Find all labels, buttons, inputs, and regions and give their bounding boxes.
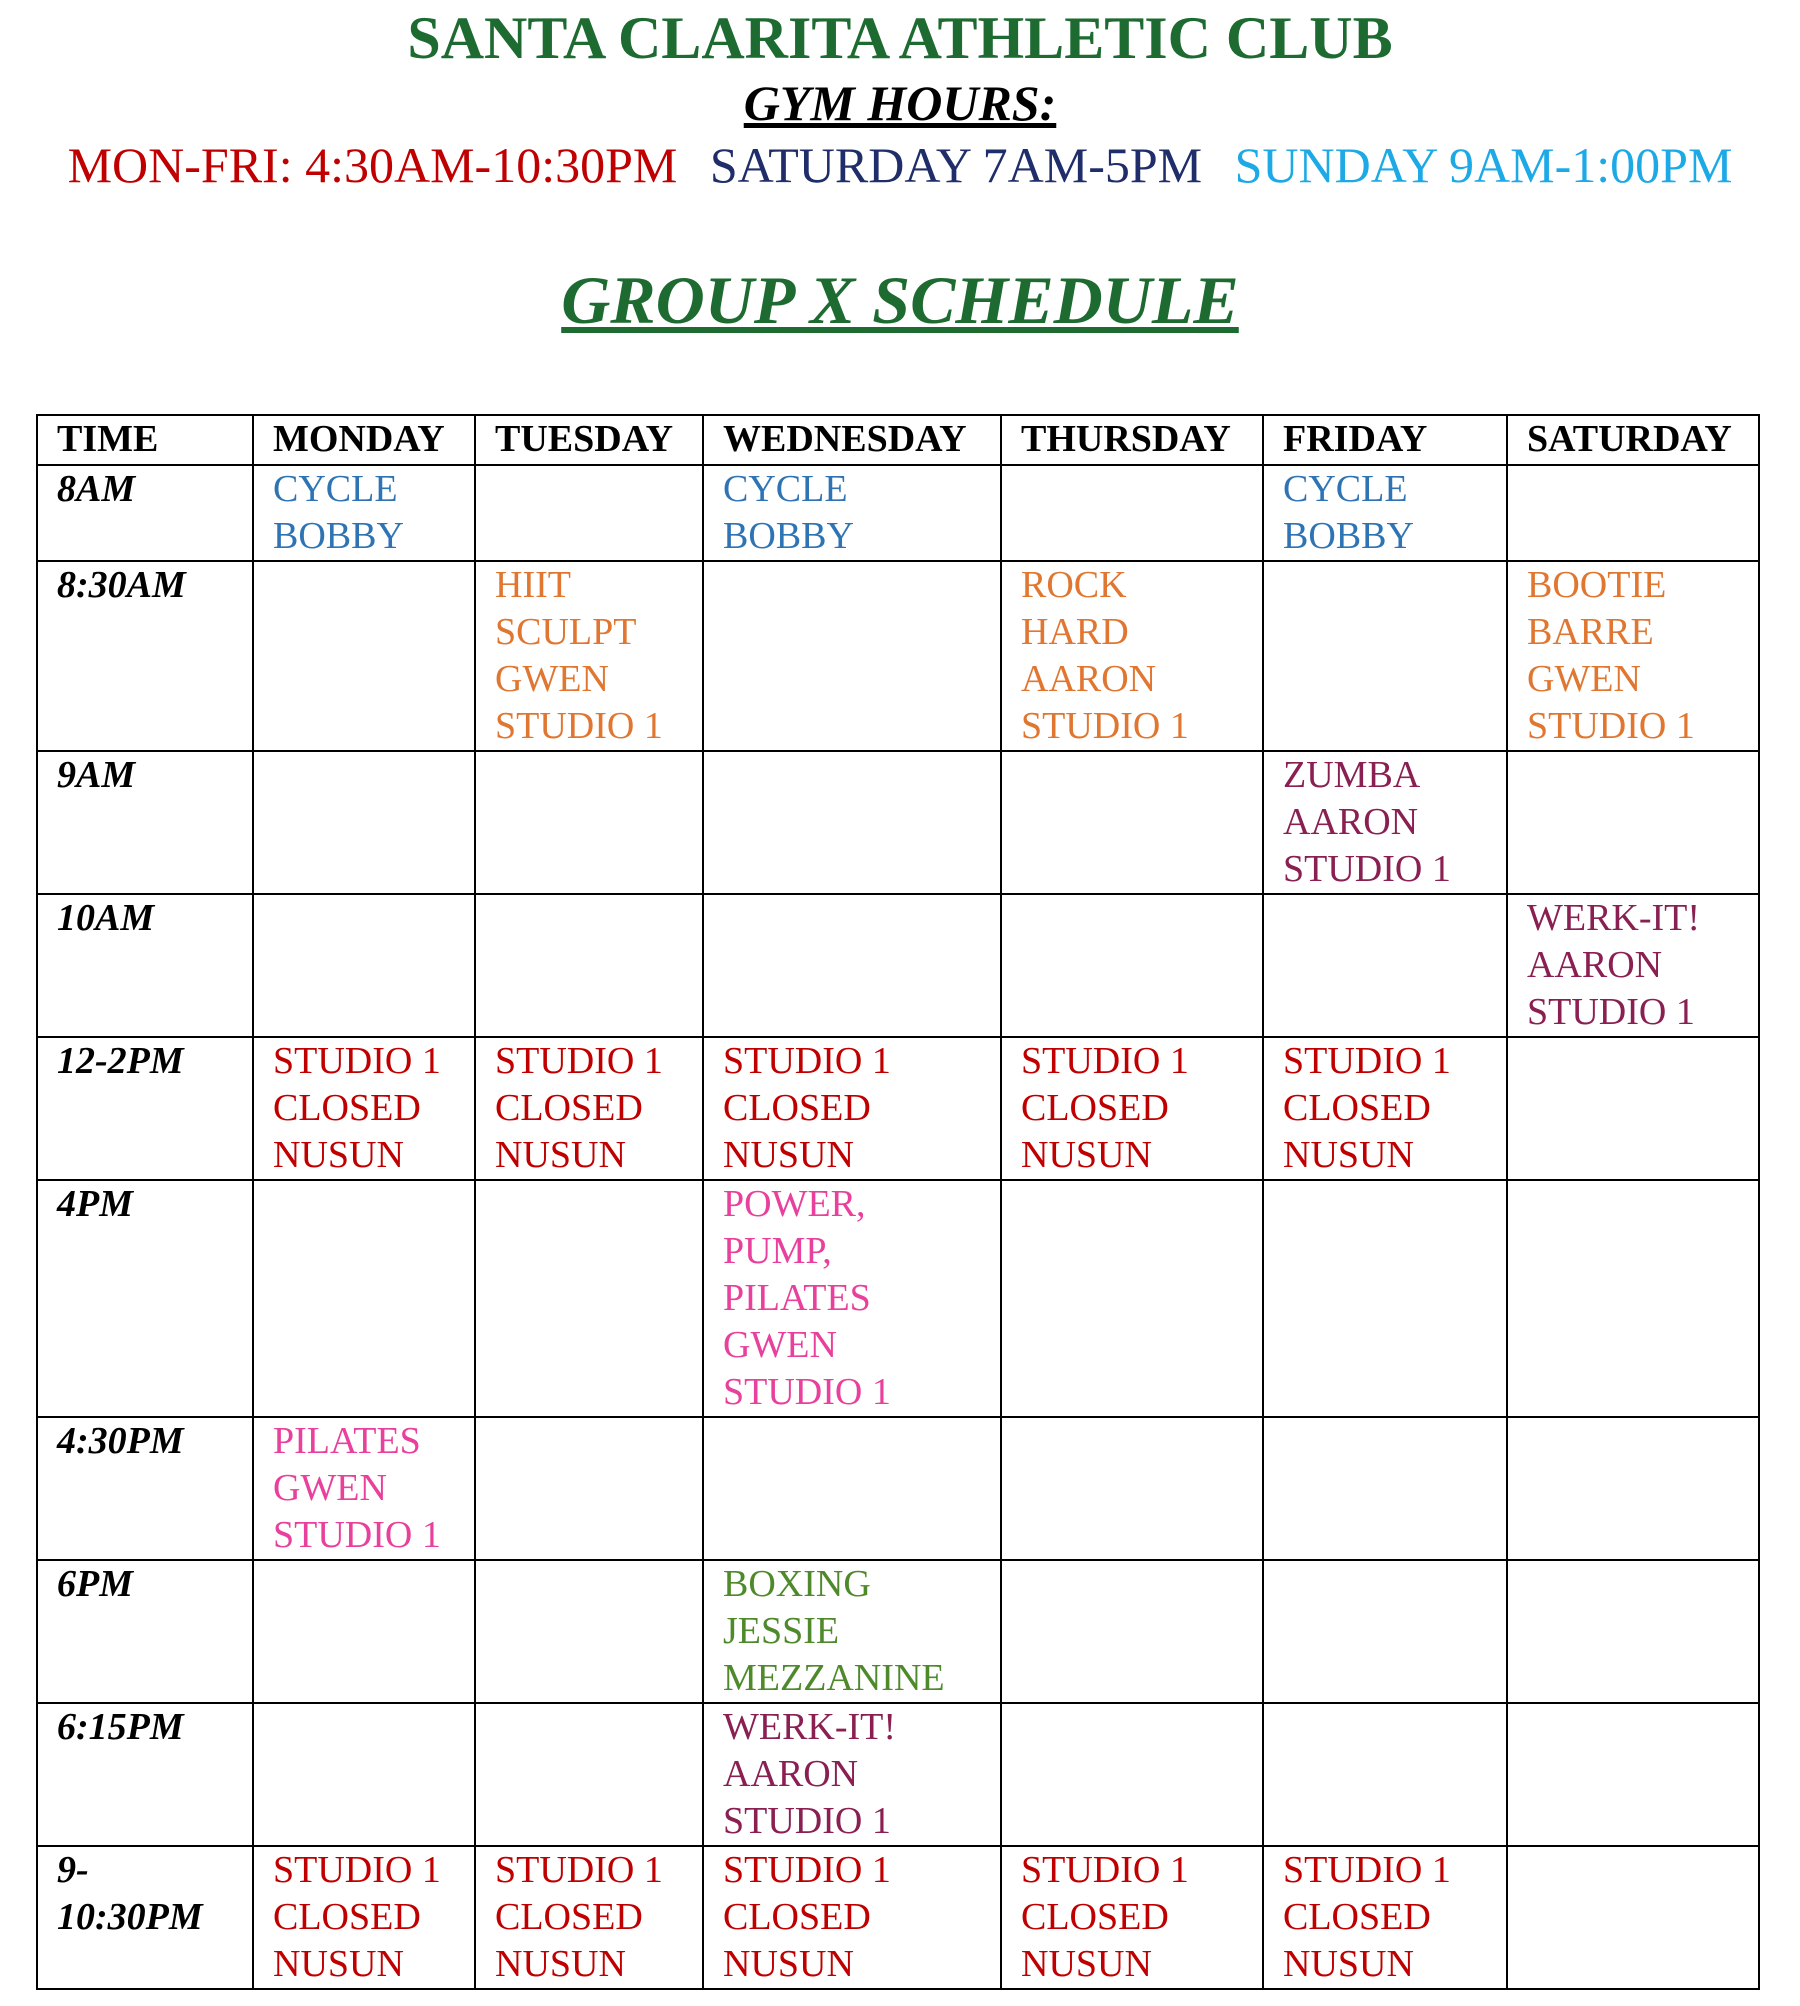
- schedule-cell-tuesday: [475, 1560, 703, 1703]
- time-label: 12-2PM: [57, 1040, 184, 1082]
- class-entry: STUDIO 1 CLOSED NUSUN: [495, 1040, 663, 1176]
- schedule-cell-tuesday: [475, 465, 703, 561]
- class-entry: STUDIO 1 CLOSED NUSUN: [1283, 1849, 1451, 1985]
- time-cell: [37, 561, 253, 751]
- schedule-cell-monday: [253, 1180, 475, 1417]
- class-entry: STUDIO 1 CLOSED NUSUN: [495, 1849, 663, 1985]
- time-label: 8:30AM: [57, 564, 186, 606]
- schedule-row: [37, 1037, 1759, 1180]
- class-entry: ROCK HARD AARON STUDIO 1: [1021, 564, 1189, 747]
- schedule-cell-friday: [1263, 1703, 1507, 1846]
- schedule-cell-tuesday: [475, 1846, 703, 1989]
- schedule-cell-saturday: [1507, 1417, 1759, 1560]
- schedule-cell-tuesday: [475, 894, 703, 1037]
- schedule-cell-friday: [1263, 465, 1507, 561]
- schedule-cell-friday: [1263, 1846, 1507, 1989]
- club-name: SANTA CLARITA ATHLETIC CLUB: [407, 5, 1393, 71]
- time-label: 9AM: [57, 754, 136, 796]
- schedule-cell-thursday: [1001, 465, 1263, 561]
- time-label: 10AM: [57, 897, 155, 939]
- schedule-row: [37, 1846, 1759, 1989]
- class-entry: ZUMBA AARON STUDIO 1: [1283, 754, 1451, 890]
- hours-saturday: SATURDAY 7AM-5PM: [709, 137, 1203, 193]
- schedule-cell-tuesday: [475, 561, 703, 751]
- schedule-cell-tuesday: [475, 1037, 703, 1180]
- schedule-cell-saturday: [1507, 1037, 1759, 1180]
- schedule-title: GROUP X SCHEDULE: [561, 262, 1239, 338]
- time-label: 8AM: [57, 468, 136, 510]
- class-entry: HIIT SCULPT GWEN STUDIO 1: [495, 564, 663, 747]
- class-entry: CYCLE BOBBY: [273, 468, 404, 557]
- class-entry: WERK-IT! AARON STUDIO 1: [723, 1706, 897, 1842]
- schedule-row: [37, 465, 1759, 561]
- time-label: 6:15PM: [57, 1706, 184, 1748]
- class-entry: CYCLE BOBBY: [723, 468, 854, 557]
- class-entry: STUDIO 1 CLOSED NUSUN: [723, 1849, 891, 1985]
- schedule-cell-saturday: [1507, 561, 1759, 751]
- time-cell: [37, 1037, 253, 1180]
- class-entry: POWER, PUMP, PILATES GWEN STUDIO 1: [723, 1183, 891, 1413]
- time-cell: [37, 1417, 253, 1560]
- schedule-cell-saturday: [1507, 751, 1759, 894]
- schedule-cell-friday: [1263, 1037, 1507, 1180]
- schedule-cell-monday: [253, 561, 475, 751]
- time-cell: [37, 894, 253, 1037]
- time-label: 4:30PM: [57, 1420, 184, 1462]
- schedule-cell-friday: [1263, 894, 1507, 1037]
- schedule-cell-thursday: [1001, 894, 1263, 1037]
- schedule-cell-monday: [253, 1846, 475, 1989]
- schedule-cell-friday: [1263, 1560, 1507, 1703]
- class-entry: STUDIO 1 CLOSED NUSUN: [1283, 1040, 1451, 1176]
- schedule-cell-thursday: [1001, 1560, 1263, 1703]
- schedule-cell-thursday: [1001, 1703, 1263, 1846]
- time-label: 4PM: [57, 1183, 133, 1225]
- class-entry: PILATES GWEN STUDIO 1: [273, 1420, 441, 1556]
- hours-sunday: SUNDAY 9AM-1:00PM: [1234, 137, 1733, 193]
- class-entry: STUDIO 1 CLOSED NUSUN: [1021, 1849, 1189, 1985]
- time-cell: [37, 1846, 253, 1989]
- schedule-cell-monday: [253, 1037, 475, 1180]
- schedule-cell-friday: [1263, 561, 1507, 751]
- schedule-cell-tuesday: [475, 751, 703, 894]
- class-entry: BOOTIE BARRE GWEN STUDIO 1: [1527, 564, 1695, 747]
- schedule-row: [37, 894, 1759, 1037]
- schedule-row: [37, 561, 1759, 751]
- schedule-row: [37, 751, 1759, 894]
- schedule-body: [37, 465, 1759, 1989]
- schedule-cell-tuesday: [475, 1180, 703, 1417]
- schedule-cell-thursday: [1001, 1846, 1263, 1989]
- schedule-cell-tuesday: [475, 1703, 703, 1846]
- schedule-cell-thursday: [1001, 1037, 1263, 1180]
- col-header-monday: MONDAY: [253, 415, 475, 465]
- time-cell: [37, 1180, 253, 1417]
- class-entry: STUDIO 1 CLOSED NUSUN: [723, 1040, 891, 1176]
- schedule-cell-thursday: [1001, 1180, 1263, 1417]
- schedule-cell-monday: [253, 1417, 475, 1560]
- time-label: 6PM: [57, 1563, 133, 1605]
- col-header-saturday: SATURDAY: [1507, 415, 1759, 465]
- time-cell: [37, 1560, 253, 1703]
- class-entry: WERK-IT! AARON STUDIO 1: [1527, 897, 1701, 1033]
- col-header-tuesday: TUESDAY: [475, 415, 703, 465]
- col-header-friday: FRIDAY: [1263, 415, 1507, 465]
- hours-weekday: MON-FRI: 4:30AM-10:30PM: [67, 137, 678, 193]
- schedule-row: [37, 1417, 1759, 1560]
- schedule-cell-saturday: [1507, 894, 1759, 1037]
- schedule-cell-wednesday: [703, 1846, 1001, 1989]
- schedule-cell-wednesday: [703, 1180, 1001, 1417]
- time-label: 9- 10:30PM: [57, 1849, 203, 1938]
- schedule-cell-wednesday: [703, 894, 1001, 1037]
- schedule-cell-monday: [253, 1560, 475, 1703]
- schedule-cell-monday: [253, 751, 475, 894]
- schedule-cell-monday: [253, 894, 475, 1037]
- schedule-cell-wednesday: [703, 561, 1001, 751]
- schedule-cell-thursday: [1001, 1417, 1263, 1560]
- schedule-cell-tuesday: [475, 1417, 703, 1560]
- group-x-schedule-table: [36, 414, 1760, 1990]
- schedule-row: [37, 1703, 1759, 1846]
- schedule-cell-wednesday: [703, 1417, 1001, 1560]
- schedule-cell-thursday: [1001, 751, 1263, 894]
- time-cell: [37, 1703, 253, 1846]
- schedule-cell-friday: [1263, 1180, 1507, 1417]
- schedule-cell-wednesday: [703, 751, 1001, 894]
- schedule-cell-saturday: [1507, 1180, 1759, 1417]
- class-entry: BOXING JESSIE MEZZANINE: [723, 1563, 945, 1699]
- schedule-cell-saturday: [1507, 1846, 1759, 1989]
- class-entry: CYCLE BOBBY: [1283, 468, 1414, 557]
- header-row: [37, 415, 1759, 465]
- col-header-time: TIME: [37, 415, 253, 465]
- schedule-cell-saturday: [1507, 1703, 1759, 1846]
- schedule-row: [37, 1180, 1759, 1417]
- col-header-thursday: THURSDAY: [1001, 415, 1263, 465]
- gym-hours-label: GYM HOURS:: [743, 75, 1057, 131]
- schedule-cell-friday: [1263, 751, 1507, 894]
- schedule-cell-saturday: [1507, 465, 1759, 561]
- schedule-cell-wednesday: [703, 1703, 1001, 1846]
- schedule-cell-wednesday: [703, 1037, 1001, 1180]
- schedule-cell-wednesday: [703, 1560, 1001, 1703]
- schedule-cell-thursday: [1001, 561, 1263, 751]
- class-entry: STUDIO 1 CLOSED NUSUN: [273, 1849, 441, 1985]
- schedule-cell-saturday: [1507, 1560, 1759, 1703]
- class-entry: STUDIO 1 CLOSED NUSUN: [1021, 1040, 1189, 1176]
- schedule-row: [37, 1560, 1759, 1703]
- schedule-cell-wednesday: [703, 465, 1001, 561]
- class-entry: STUDIO 1 CLOSED NUSUN: [273, 1040, 441, 1176]
- schedule-cell-monday: [253, 465, 475, 561]
- gym-hours-line: [0, 136, 1800, 194]
- time-cell: [37, 751, 253, 894]
- time-cell: [37, 465, 253, 561]
- col-header-wednesday: WEDNESDAY: [703, 415, 1001, 465]
- schedule-cell-monday: [253, 1703, 475, 1846]
- schedule-cell-friday: [1263, 1417, 1507, 1560]
